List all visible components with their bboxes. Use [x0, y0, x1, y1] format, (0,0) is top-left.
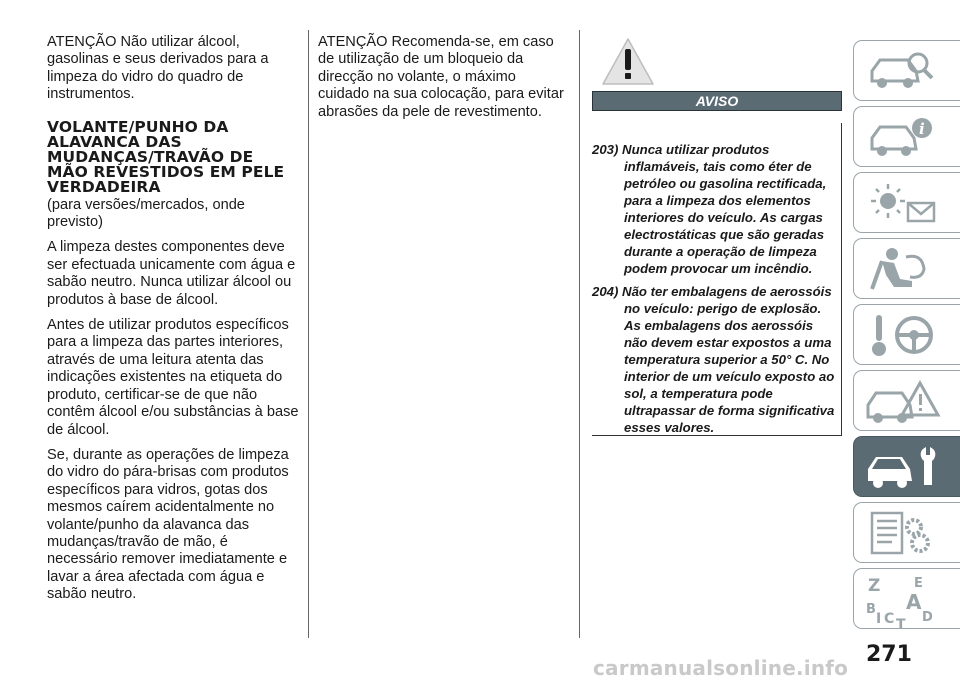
- car-search-icon: [862, 47, 942, 95]
- svg-text:E: E: [914, 576, 923, 591]
- svg-text:i: i: [919, 120, 925, 138]
- paragraph-products: Antes de utilizar produtos específicos para a limpeza das partes interiores, através de uma leitura atenta das indicações existentes na etiqueta do produto, certificar-se de que não contêm álcool e/ou substâncias à base de álcool.: [47, 317, 299, 438]
- warning-lights-icon: [862, 179, 942, 227]
- tab-emergency[interactable]: [853, 370, 960, 431]
- car-breakdown-icon: [862, 377, 942, 425]
- warning-title-bar: AVISO: [592, 91, 842, 111]
- warning-note-204: 204) Não ter embalagens de aerossóis no veículo: perigo de explosão. As embalagens dos aerossóis não devem estar expostos a uma temperatura superior a 50° C. No interior de um veículo exposto ao sol, a temperatura pode ultrapassar de forma significativa esses valores.: [592, 284, 835, 435]
- svg-text:T: T: [896, 617, 906, 629]
- specs-gears-icon: [862, 509, 942, 557]
- car-service-icon: [862, 443, 942, 491]
- paragraph-cleaning: A limpeza destes componentes deve ser efectuada unicamente com água e sabão neutro. Nunca utilizar álcool ou produtos à base de álcool.: [47, 239, 296, 308]
- column-divider-1: [308, 30, 309, 638]
- car-info-icon: [862, 113, 942, 161]
- steering-key-icon: [862, 311, 942, 359]
- svg-text:C: C: [884, 611, 895, 627]
- tab-starting-driving[interactable]: [853, 304, 960, 365]
- svg-text:B: B: [866, 602, 876, 617]
- tab-safety[interactable]: [853, 238, 960, 299]
- airbag-seat-icon: [862, 245, 942, 293]
- svg-text:D: D: [922, 610, 933, 625]
- tab-index[interactable]: [853, 568, 960, 629]
- svg-text:A: A: [906, 590, 922, 614]
- attention-alcohol-text: ATENÇÃO Não utilizar álcool, gasolinas e seus derivados para a limpeza do vidro do quadro de instrumentos.: [47, 34, 269, 103]
- tab-warning-lights[interactable]: [853, 172, 960, 233]
- tab-technical-specifications[interactable]: [853, 502, 960, 563]
- middle-column: [318, 34, 570, 129]
- warning-note-203: 203) Nunca utilizar produtos inflamáveis, tais como éter de petróleo ou gasolina rectificada, para a limpeza dos elementos interiores do veículo. As cargas electrostáticas que são geradas durante a operação de limpeza podem provocar um incêndio.: [592, 142, 827, 276]
- column-divider-2: [579, 30, 580, 638]
- section-subheading: (para versões/mercados, onde previsto): [47, 196, 245, 231]
- svg-text:Z: Z: [868, 576, 881, 596]
- paragraph-windscreen: Se, durante as operações de limpeza do vidro do pára-brisas com produtos específicos para vidros, gotas dos mesmos caírem acidentalmente no volante/punho da alavanca das mudanças/travão de mão, é necessário remover imediatamente e lavar a área afectada com água e sabão neutro.: [47, 446, 289, 603]
- attention-steering-lock-text: ATENÇÃO Recomenda-se, em caso de utilização de um bloqueio da direcção no volante, o máximo cuidado na sua colocação, para evitar abrasões da pele de revestimento.: [318, 34, 564, 120]
- tab-knowing-vehicle[interactable]: [853, 40, 960, 101]
- left-column: [47, 34, 299, 612]
- warning-panel: [592, 36, 842, 436]
- watermark: carmanualsonline.info: [593, 656, 849, 680]
- warning-triangle-icon: [600, 36, 656, 88]
- tab-instrument-panel[interactable]: [853, 106, 960, 167]
- svg-text:I: I: [876, 611, 882, 627]
- tab-servicing-and-care[interactable]: [853, 436, 960, 497]
- page-number: 271: [866, 642, 912, 667]
- section-heading: VOLANTE/PUNHO DA ALAVANCA DAS MUDANÇAS/TRAVÃO DE MÃO REVESTIDOS EM PELE VERDADEIRA: [47, 117, 285, 196]
- index-letters-icon: [862, 575, 942, 629]
- warning-notes-box: [592, 123, 842, 436]
